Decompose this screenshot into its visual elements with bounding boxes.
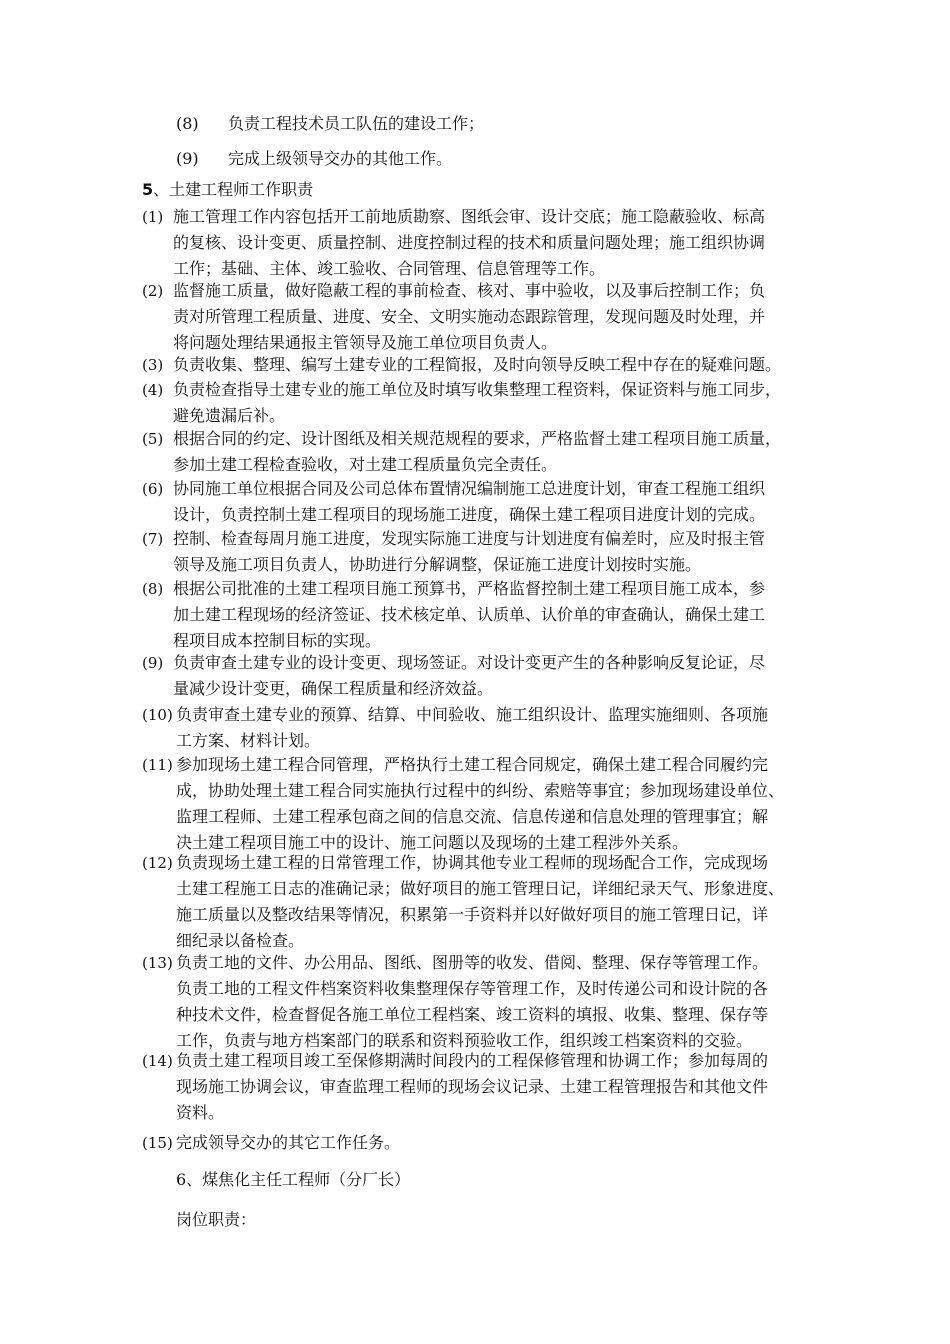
item-text-line: 成，协助处理土建工程合同实施执行过程中的纠纷、索赔等事宜；参加现场建设单位、 [176, 781, 785, 800]
item-text-line: 监督施工质量，做好隐蔽工程的事前检查、核对、事中验收，以及事后控制工作；负 [173, 281, 766, 300]
item-text-line: 负责收集、整理、编写土建专业的工程简报，及时向领导反映工程中存在的疑难问题。 [173, 355, 782, 374]
item-text-line: 工方案、材料计划。 [176, 731, 321, 750]
item-text-line: 负责检查指导土建专业的施工单位及时填写收集整理工程资料，保证资料与施工同步， [173, 380, 782, 399]
item-text-line: 负责审查土建专业的预算、结算、中间验收、施工组织设计、监理实施细则、各项施 [176, 705, 769, 724]
item-text-line: 量减少设计变更，确保工程质量和经济效益。 [173, 679, 494, 698]
item-text-line: 的复核、设计变更、质量控制、进度控制过程的技术和质量问题处理；施工组织协调 [173, 233, 766, 252]
item-text-line: 参加土建工程检查验收，对土建工程质量负完全责任。 [173, 455, 558, 474]
item-number: (11) [142, 756, 173, 774]
item-number: (7) [142, 530, 164, 548]
section-heading [142, 180, 313, 200]
item-text-line: 负责审查土建专业的设计变更、现场签证。对设计变更产生的各种影响反复论证，尽 [173, 653, 766, 672]
item-number: (13) [142, 954, 173, 972]
item-text-line: 资料。 [176, 1103, 225, 1122]
item-number: (2) [142, 282, 164, 300]
section-number: 5 [142, 180, 154, 199]
section6-title: 6、煤焦化主任工程师（分厂长） [176, 1170, 411, 1189]
item-text-line: 负责土建工程项目竣工至保修期满时间段内的工程保修管理和协调工作；参加每周的 [176, 1051, 769, 1070]
item-text-line: 负责工地的文件、办公用品、图纸、图册等的收发、借阅、整理、保存等管理工作。 [176, 953, 769, 972]
item-number: (15) [142, 1134, 173, 1152]
intro-item-text: 负责工程技术员工队伍的建设工作； [228, 114, 485, 133]
item-number: (4) [142, 381, 164, 399]
item-text-line: 种技术文件，检查督促各施工单位工程档案、竣工资料的填报、收集、整理、保存等 [176, 1005, 769, 1024]
item-text-line: 避免遗漏后补。 [173, 406, 286, 425]
section6-subtitle: 岗位职责： [176, 1210, 257, 1229]
item-number: (8) [142, 580, 164, 598]
item-number: (9) [142, 654, 164, 672]
item-text-line: 控制、检查每周月施工进度，发现实际施工进度与计划进度有偏差时，应及时报主管 [173, 529, 766, 548]
item-text-line: 工作，负责与地方档案部门的联系和资料预验收工作，组织竣工档案资料的交验。 [176, 1031, 753, 1050]
item-text-line: 工作；基础、主体、竣工验收、合同管理、信息管理等工作。 [173, 259, 606, 278]
item-text-line: 完成领导交办的其它工作任务。 [176, 1133, 401, 1152]
item-number: (1) [142, 208, 164, 226]
item-text-line: 现场施工协调会议，审查监理工程师的现场会议记录、土建工程管理报告和其他文件 [176, 1077, 769, 1096]
item-number: (5) [142, 430, 164, 448]
item-number: (6) [142, 480, 164, 498]
item-text-line: 领导及施工项目负责人，协助进行分解调整，保证施工进度计划按时实施。 [173, 555, 702, 574]
item-text-line: 程项目成本控制目标的实现。 [173, 631, 382, 650]
item-text-line: 设计，负责控制土建工程项目的现场施工进度，确保土建工程项目进度计划的完成。 [173, 505, 766, 524]
item-text-line: 责对所管理工程质量、进度、安全、文明实施动态跟踪管理，发现问题及时处理，并 [173, 307, 766, 326]
item-text-line: 加土建工程现场的经济签证、技术核定单、认质单、认价单的审查确认，确保土建工 [173, 605, 766, 624]
item-text-line: 负责工地的工程文件档案资料收集整理保存等管理工作，及时传递公司和设计院的各 [176, 979, 769, 998]
item-text-line: 施工质量以及整改结果等情况，积累第一手资料并以好做好项目的施工管理日记，详 [176, 905, 769, 924]
intro-item-number: (8) [176, 114, 199, 133]
item-text-line: 细纪录以备检查。 [176, 931, 305, 950]
item-text-line: 根据公司批准的土建工程项目施工预算书，严格监督控制土建工程项目施工成本，参 [173, 579, 766, 598]
item-text-line: 根据合同的约定、设计图纸及相关规范规程的要求，严格监督土建工程项目施工质量， [173, 429, 782, 448]
item-text-line: 决土建工程项目施工中的设计、施工问题以及现场的土建工程涉外关系。 [176, 833, 689, 852]
item-number: (10) [142, 706, 173, 724]
item-text-line: 监理工程师、土建工程承包商之间的信息交流、信息传递和信息处理的管理事宜；解 [176, 807, 769, 826]
item-text-line: 土建工程施工日志的准确记录；做好项目的施工管理日记，详细纪录天气、形象进度、 [176, 879, 785, 898]
item-number: (3) [142, 356, 164, 374]
item-number: (12) [142, 854, 173, 872]
section-title: 、土建工程师工作职责 [153, 180, 314, 199]
intro-item-number: (9) [176, 149, 199, 168]
item-text-line: 协同施工单位根据合同及公司总体布置情况编制施工总进度计划，审查工程施工组织 [173, 479, 766, 498]
intro-item-text: 完成上级领导交办的其他工作。 [228, 149, 453, 168]
item-text-line: 参加现场土建工程合同管理，严格执行土建工程合同规定，确保土建工程合同履约完 [176, 755, 769, 774]
item-text-line: 施工管理工作内容包括开工前地质勘察、图纸会审、设计交底；施工隐蔽验收、标高 [173, 207, 766, 226]
item-text-line: 负责现场土建工程的日常管理工作，协调其他专业工程师的现场配合工作，完成现场 [176, 853, 769, 872]
item-number: (14) [142, 1052, 173, 1070]
item-text-line: 将问题处理结果通报主管领导及施工单位项目负责人。 [173, 333, 558, 352]
